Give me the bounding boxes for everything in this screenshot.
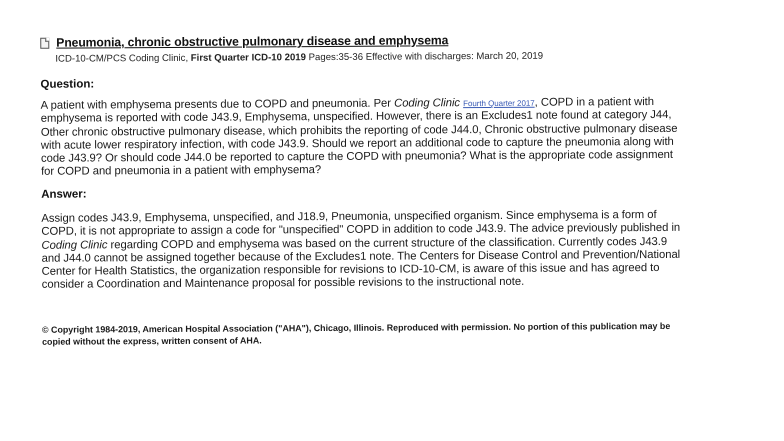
question-text-1: A patient with emphysema presents due to COPD and pneumonia. Per [40,97,395,112]
question-coding-clinic: Coding Clinic [394,97,461,110]
source-line [55,51,543,65]
fourth-quarter-2017-link[interactable]: Fourth Quarter 2017 [463,98,535,109]
title-row [40,33,448,49]
answer-text [41,209,681,293]
source-prefix: ICD-10-CM/PCS Coding Clinic, [55,52,191,65]
source-suffix: Pages:35-36 Effective with discharges: March 20, 2019 [305,50,544,64]
source-issue: First Quarter ICD-10 2019 [190,52,306,64]
question-text-2: , COPD in a patient with emphysema is reported with code J43.9, Emphysema, unspecified. However, there is an Excludes1 note found at category J44, Other chronic obstructive pulmonary disease, which prohibits the reporting of code J44.0, Chronic obstructive pulmonary disease with acute lower respiratory infection, with code J43.9. Should we report an additional code to capture the pneumonia along with code J43.9? Or should code J44.0 be reported to capture the COPD with pneumonia? What is the appropriate code assignment for COPD and pneumonia in a patient with emphysema? [40,96,678,179]
answer-text-1: Assign codes J43.9, Emphysema, unspecified, and J18.9, Pneumonia, unspecified organism. Since emphysema is a form of COPD, it is not appropriate to assign a code for "unspecified" COPD in addition to code J43.9. The advice previously published in [41,208,681,239]
answer-heading: Answer: [41,188,87,201]
copyright-notice: © Copyright 1984-2019, American Hospital Association ("AHA"), Chicago, Illinois. Reproduced with permission. No portion of this publication may be copied without the express, written consent of AHA. [41,320,671,347]
answer-text-2: regarding COPD and emphysema was based on the current structure of the classification. Currently codes J43.9 and J44.0 cannot be assigned together because of the Excludes1 note. The Centers for Disease Control and Prevention/National Center for Health Statistics, the organization responsible for revisions to ICD-10-CM, is aware of this issue and has agreed to consider a Coordination and Maintenance proposal for possible revisions to the instructional note. [41,235,681,292]
document-icon [40,37,49,48]
answer-coding-clinic: Coding Clinic [41,238,108,252]
question-heading: Question: [40,78,95,91]
question-text [41,96,681,180]
article-title[interactable]: Pneumonia, chronic obstructive pulmonary disease and emphysema [56,33,449,50]
